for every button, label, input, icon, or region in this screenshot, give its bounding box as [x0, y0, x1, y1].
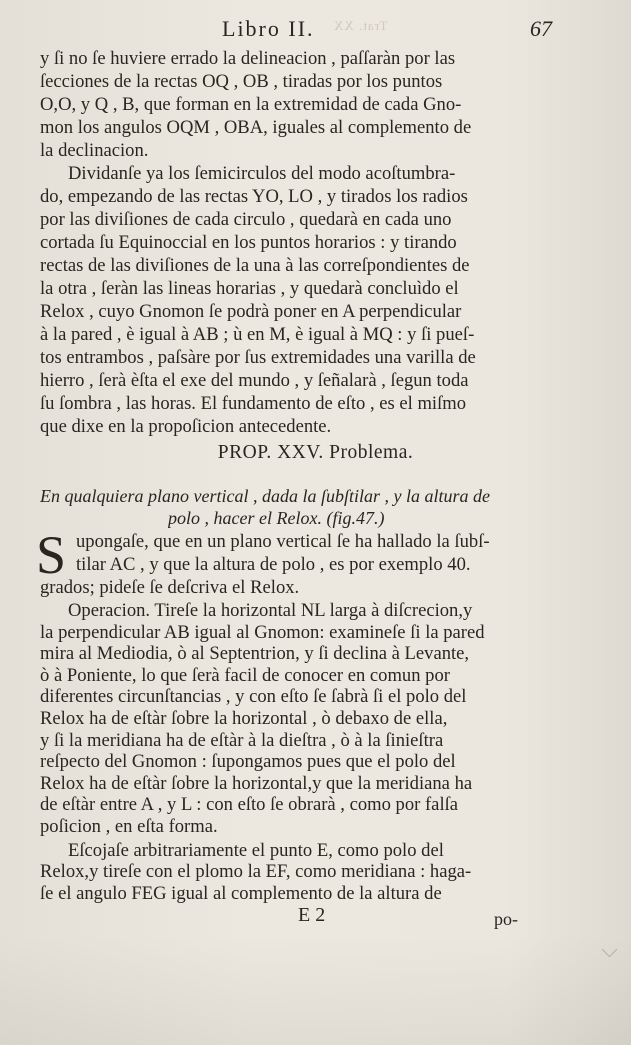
text-line: grados; pideſe ſe deſcriva el Relox. [40, 577, 300, 598]
running-head: Libro II. [222, 16, 315, 41]
text-line: tos entrambos , paſsàre por ſus extremidades una varilla de [40, 347, 476, 368]
text-line: Relox,y tireſe con el plomo la EF, como meridiana : haga- [40, 861, 472, 883]
text-line: la declinacion. [40, 140, 149, 161]
proposition-statement: polo , hacer el Relox. (fig.47.) [168, 508, 385, 528]
text-line: Operacion. Tireſe la horizontal NL larga à diſcrecion,y [68, 600, 473, 621]
text-line: ſu ſombra , las horas. El fundamento de eſto , es el miſmo [40, 393, 467, 414]
text-line: reſpecto del Gnomon : ſupongamos pues que el polo del [40, 751, 456, 773]
text-line: cortada ſu Equinoccial en los puntos horarios : y tirando [40, 232, 457, 253]
text-line: Relox ha de eſtàr ſobre la horizontal,y que la meridiana ha [40, 772, 473, 794]
text-line: mira al Mediodia, ò al Septentrion, y ſi declina à Levante, [40, 643, 470, 665]
text-line: que dixe en la propoſicion antecedente. [40, 416, 332, 437]
page-corner-fold [602, 942, 618, 958]
signature-mark: E 2 [298, 904, 326, 926]
text-line: tilar AC , y que la altura de polo , es por exemplo 40. [76, 554, 471, 575]
text-line: upongaſe, que en un plano vertical ſe ha hallado la ſubſ- [76, 531, 490, 552]
text-line: la perpendicular AB igual al Gnomon: examineſe ſi la pared [40, 621, 485, 643]
text-line: mon los angulos OQM , OBA, iguales al complemento de [40, 117, 472, 138]
text-line: poſicion , en eſta forma. [40, 816, 218, 837]
proposition-title: PROP. XXV. Problema. [217, 442, 414, 463]
text-line: y ſi no ſe huviere errado la delineacion , paſſaràn por las [40, 48, 456, 69]
text-line: Eſcojaſe arbitrariamente el punto E, como polo del [68, 839, 444, 861]
text-line: por las diviſiones de cada circulo , quedarà en cada uno [40, 209, 452, 230]
text-line: O,O, y Q , B, que forman en la extremidad de cada Gno- [40, 94, 462, 115]
text-line: ò à Poniente, lo que ſerà facil de conocer en comun por [40, 664, 450, 686]
text-line: Dividanſe ya los ſemicirculos del modo acoſtumbra- [68, 163, 456, 184]
text-line: rectas de las diviſiones de la una à las correſpondientes de [40, 255, 470, 276]
text-line: Relox , cuyo Gnomon ſe podrà poner en A perpendicular [40, 301, 462, 322]
text-line: diferentes circunſtancias , y con eſto ſe ſabrà ſi el polo del [40, 686, 467, 708]
text-line: Relox ha de eſtàr ſobre la horizontal , ò debaxo de ella, [40, 708, 448, 729]
text-line: do, empezando de las rectas YO, LO , y tirados los radios [40, 186, 468, 207]
page-number: 67 [530, 16, 552, 41]
text-line: y ſi la meridiana ha de eſtàr à la dieſtra , ò à la ſinieſtra [40, 729, 444, 751]
text-line: à la pared , è igual à AB ; ù en M, è igual à MQ : y ſi pueſ- [40, 324, 475, 345]
page-header [0, 16, 631, 42]
catchword: po- [494, 909, 518, 929]
text-line: ſecciones de la rectas OQ , OB , tiradas por los puntos [40, 71, 443, 92]
proposition-statement: En qualquiera plano vertical , dada la ſubſtilar , y la altura de [40, 486, 490, 506]
text-line: ſe el angulo FEG igual al complemento de la altura de [40, 882, 442, 904]
text-line: la otra , ſeràn las lineas horarias , y quedarà concluìdo el [40, 278, 459, 299]
text-line: hierro , ſerà èſta el exe del mundo , y ſeñalarà , ſegun toda [40, 370, 469, 391]
bleed-through-text: Trat. XX [333, 18, 388, 33]
text-line: de eſtàr entre A , y L : con eſto ſe obrarà , como por falſa [40, 794, 459, 816]
drop-cap: S [36, 525, 67, 585]
